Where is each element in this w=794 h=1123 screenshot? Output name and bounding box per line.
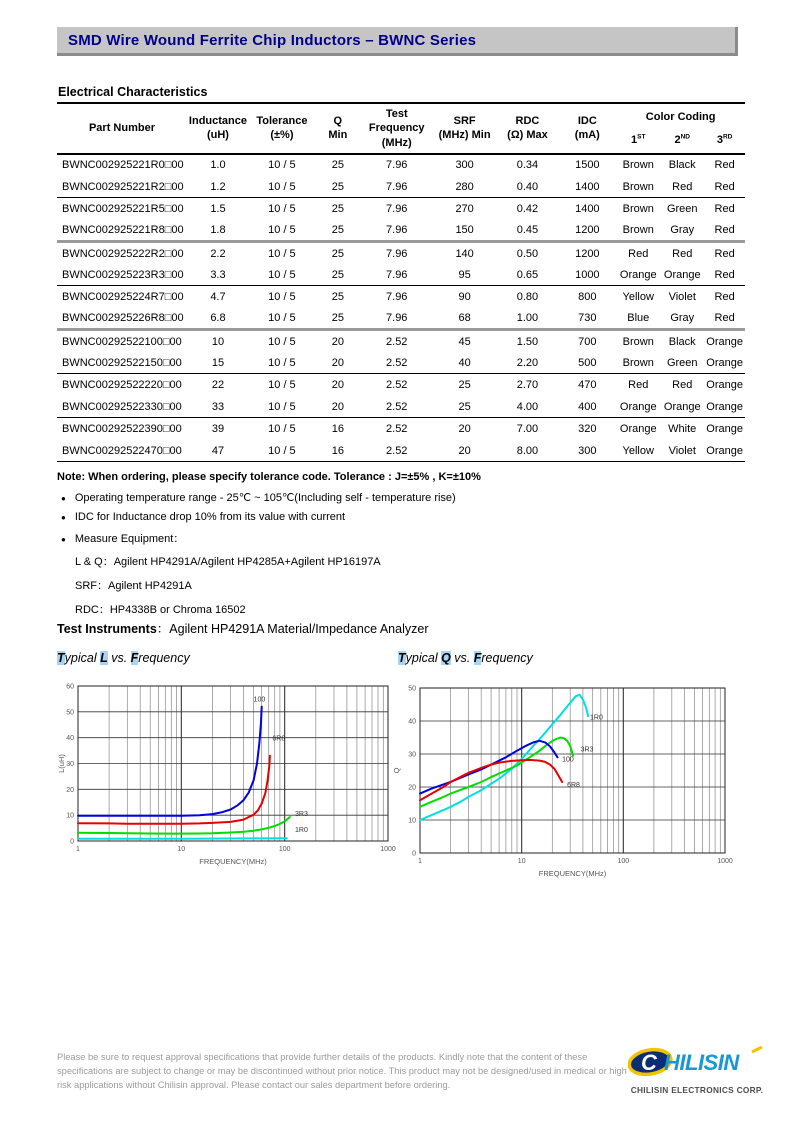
table-cell: 2.20 [516, 356, 539, 369]
table-cell: 20 [331, 335, 344, 348]
table-cell: 3.3 [210, 268, 226, 281]
table-cell: 10 [211, 335, 225, 348]
table-cell: 7.96 [386, 268, 408, 281]
table-row [57, 198, 745, 220]
table-cell: 20 [458, 444, 471, 457]
table-cell: BWNC002925221R2□00 [62, 180, 184, 193]
table-cell: BWNC002925221R8□00 [62, 224, 184, 237]
table-cell: Orange [706, 379, 743, 392]
svg-text:60: 60 [66, 683, 74, 691]
table-cell: 270 [455, 203, 474, 216]
svg-text:3R3: 3R3 [295, 811, 308, 819]
svg-text:100: 100 [617, 858, 630, 865]
table-cell: 2.52 [386, 335, 408, 348]
table-cell: 140 [455, 247, 474, 260]
table-cell: Brown [622, 180, 654, 193]
table-cell: 2.52 [386, 356, 408, 369]
table-cell: 2.70 [516, 379, 539, 392]
tolerance-note: Note: When ordering, please specify tolerance code. Tolerance : J=±5% , K=±10% [57, 471, 481, 483]
table-row [57, 396, 745, 418]
svg-text:40: 40 [408, 718, 416, 726]
table-cell: 68 [458, 312, 471, 325]
table-cell: 2.52 [386, 400, 408, 413]
table-cell: 10 / 5 [268, 224, 296, 237]
table-row [57, 242, 745, 264]
table-cell: Red [672, 180, 693, 193]
table-cell: 4.00 [516, 400, 539, 413]
table-cell: Red [714, 203, 735, 216]
table-cell: Yellow [622, 291, 654, 304]
table-cell: 730 [578, 312, 597, 325]
table-cell: 7.96 [386, 291, 408, 304]
table-cell: Brown [622, 356, 654, 369]
table-row [57, 374, 745, 396]
table-cell: 300 [433, 154, 497, 176]
table-cell: BWNC00292522390□00 [62, 423, 182, 436]
table-cell: 1500 [558, 154, 616, 176]
table-cell: Red [714, 247, 735, 260]
col-header-part-number: Part Number [88, 122, 155, 135]
table-cell: Green [666, 356, 698, 369]
table-cell: 10 / 5 [268, 312, 296, 325]
section-heading-electrical-characteristics: Electrical Characteristics [58, 85, 208, 99]
svg-text:6R8: 6R8 [272, 735, 286, 743]
svg-text:6R8: 6R8 [567, 782, 580, 789]
table-cell: 1.8 [210, 224, 226, 237]
table-cell: Violet [668, 291, 696, 304]
table-cell: Red [714, 180, 735, 193]
table-cell: 7.96 [386, 180, 408, 193]
table-cell: 39 [211, 423, 225, 436]
table-cell: 10 / 5 [268, 356, 296, 369]
page-header-bar [57, 27, 738, 56]
table-cell: 22 [211, 379, 225, 392]
table-cell: 1.2 [210, 180, 226, 193]
table-cell: 25 [331, 312, 344, 325]
svg-text:0: 0 [70, 838, 74, 846]
logo-caption: CHILISIN ELECTRONICS CORP. [630, 1085, 764, 1095]
table-cell: 25 [331, 247, 344, 260]
table-cell: 0.40 [516, 180, 539, 193]
chart-title-part: ypical [405, 651, 442, 665]
table-cell: Orange [706, 423, 743, 436]
table-cell: 0.34 [497, 154, 559, 176]
table-cell: 10 / 5 [268, 247, 296, 260]
table-cell: Gray [670, 224, 695, 237]
chart-title-part: F [130, 651, 139, 665]
table-cell: 150 [455, 224, 474, 237]
test-instruments-line [57, 619, 428, 637]
table-cell: 10 / 5 [268, 444, 296, 457]
table-cell: BWNC002925221R0□00 [57, 154, 187, 176]
svg-text:10: 10 [408, 817, 416, 825]
measure-equipment-srf: SRF：Agilent HP4291A [75, 580, 192, 592]
table-cell: 1400 [575, 180, 600, 193]
page-title: SMD Wire Wound Ferrite Chip Inductors – BWNC Series [68, 31, 477, 49]
test-instruments-label: Test Instruments [57, 622, 157, 636]
svg-text:20: 20 [408, 784, 416, 792]
chart-title-part: L [100, 651, 108, 665]
table-cell: 8.00 [516, 444, 539, 457]
table-cell: 2.52 [386, 379, 408, 392]
table-body [57, 154, 745, 462]
table-cell: Green [666, 203, 698, 216]
table-cell: BWNC002925226R8□00 [62, 312, 184, 325]
table-cell: Orange [619, 400, 657, 413]
table-cell: 95 [458, 268, 471, 281]
table-cell: 45 [458, 335, 471, 348]
svg-text:1000: 1000 [380, 846, 396, 853]
table-cell: Red [704, 154, 745, 176]
table-cell: 25 [315, 154, 361, 176]
table-cell: BWNC00292522220□00 [62, 379, 182, 392]
table-cell: 15 [211, 356, 225, 369]
table-cell: Black [668, 335, 696, 348]
table-cell: Brown [616, 154, 660, 176]
bullet-icon: ● [61, 494, 66, 503]
table-cell: 1200 [575, 247, 600, 260]
table-cell: Red [628, 379, 649, 392]
chart-title-part: ypical [64, 651, 101, 665]
chart-title-part: T [398, 651, 406, 665]
table-cell: 280 [455, 180, 474, 193]
svg-text:40: 40 [66, 735, 74, 743]
table-cell: Red [714, 268, 735, 281]
table-cell: 2.52 [386, 444, 408, 457]
svg-text:C: C [641, 1050, 657, 1075]
table-cell: 10 / 5 [268, 423, 296, 436]
svg-text:50: 50 [408, 685, 416, 693]
svg-text:100: 100 [253, 696, 266, 704]
table-cell: 1400 [575, 203, 600, 216]
table-row [57, 264, 745, 286]
table-header [57, 103, 745, 154]
table-row [57, 308, 745, 330]
table-cell: 16 [331, 444, 344, 457]
table-cell: 1.5 [210, 203, 226, 216]
col-header-inductance: Inductance (uH) [188, 115, 247, 142]
table-cell: 0.50 [516, 247, 539, 260]
chart-title-part: vs. [107, 651, 131, 665]
table-cell: Black [660, 154, 704, 176]
table-cell: Orange [619, 423, 657, 436]
table-cell: 500 [578, 356, 597, 369]
svg-text:1: 1 [418, 858, 422, 865]
table-cell: 25 [331, 180, 344, 193]
chart-title-q-vs-frequency [398, 651, 533, 665]
col-header-srf: SRF (MHz) Min [438, 115, 491, 142]
table-cell: BWNC002925222R2□00 [62, 247, 184, 260]
table-cell: Orange [706, 444, 743, 457]
note-bullet-idc: ● IDC for Inductance drop 10% from its value with current [61, 511, 346, 523]
table-cell: 10 / 5 [268, 379, 296, 392]
table-cell: BWNC002925221R5□00 [62, 203, 184, 216]
table-row [57, 176, 745, 198]
chart-title-part: F [473, 651, 482, 665]
col-header-color-1st: 1ST [631, 132, 646, 146]
svg-text:FREQUENCY(MHz): FREQUENCY(MHz) [199, 857, 267, 866]
table-cell: 470 [578, 379, 597, 392]
table-cell: 10 / 5 [268, 203, 296, 216]
table-cell: 10 / 5 [249, 154, 315, 176]
col-header-color-3rd: 3RD [716, 132, 733, 146]
svg-text:10: 10 [177, 846, 186, 853]
company-logo [627, 1046, 767, 1095]
svg-text:0: 0 [412, 850, 416, 858]
table-cell: Yellow [622, 444, 654, 457]
col-header-idc: IDC (mA) [574, 115, 600, 142]
table-cell: 16 [331, 423, 344, 436]
table-cell: 20 [331, 356, 344, 369]
table-cell: White [668, 423, 697, 436]
svg-text:HILISIN: HILISIN [664, 1050, 739, 1075]
table-cell: 320 [578, 423, 597, 436]
table-cell: 25 [331, 203, 344, 216]
table-cell: 10 / 5 [268, 335, 296, 348]
table-row [57, 352, 745, 374]
col-header-tolerance: Tolerance (±%) [256, 115, 308, 142]
note-bullet-measure-equipment: ● Measure Equipment： [61, 533, 185, 545]
table-row [57, 330, 745, 352]
svg-text:Q: Q [392, 767, 401, 774]
table-cell: BWNC002925223R3□00 [62, 268, 184, 281]
table-cell: BWNC00292522100□00 [62, 335, 182, 348]
chart-title-part: vs. [450, 651, 474, 665]
svg-text:FREQUENCY(MHz): FREQUENCY(MHz) [538, 869, 607, 878]
table-cell: 25 [331, 224, 344, 237]
table-cell: Orange [663, 268, 701, 281]
table-cell: 7.96 [386, 247, 408, 260]
table-cell: 10 / 5 [268, 180, 296, 193]
table-cell: 0.45 [516, 224, 539, 237]
table-cell: 6.8 [210, 312, 226, 325]
footer-disclaimer: Please be sure to request approval specifications that provide further details of the products. Kindly note that the content of these specifications are subject to change or may be discontinued without prior notice. This product may not be designed/used in medical or high risk applications without Chilisin approval. Please contact our sales department before ordering. [57, 1052, 627, 1090]
table-cell: 10 / 5 [268, 291, 296, 304]
svg-text:10: 10 [517, 858, 526, 865]
table-cell: 1.0 [187, 154, 249, 176]
svg-text:30: 30 [408, 751, 416, 759]
table-row [57, 154, 745, 176]
svg-text:50: 50 [66, 709, 74, 717]
chart-title-l-vs-frequency [57, 651, 190, 665]
svg-text:30: 30 [66, 761, 74, 768]
col-header-color-2nd: 2ND [674, 132, 690, 146]
table-cell: 0.80 [516, 291, 539, 304]
table-cell: Brown [622, 203, 654, 216]
table-cell: 400 [578, 400, 597, 413]
table-cell: 1.50 [516, 335, 539, 348]
table-cell: Gray [670, 312, 695, 325]
table-cell: 0.42 [516, 203, 539, 216]
measure-equipment-rdc: RDC：HP4338B or Chroma 16502 [75, 604, 246, 616]
notes-section [57, 471, 747, 625]
table-cell: 7.00 [516, 423, 539, 436]
table-cell: 20 [331, 400, 344, 413]
table-cell: 20 [331, 379, 344, 392]
svg-text:20: 20 [66, 786, 74, 794]
table-cell: 800 [578, 291, 597, 304]
l-vs-frequency-chart [57, 674, 397, 886]
svg-text:1: 1 [76, 846, 80, 853]
electrical-characteristics-table [57, 102, 745, 462]
svg-text:100: 100 [562, 756, 574, 764]
measure-equipment-lq: L & Q：Agilent HP4291A/Agilent HP4285A+Agilent HP16197A [75, 556, 381, 568]
chart-title-part: requency [481, 651, 533, 665]
svg-text:1000: 1000 [717, 858, 733, 865]
bullet-icon: ● [61, 513, 66, 522]
col-header-rdc: RDC (Ω) Max [507, 115, 548, 142]
chart-title-part: requency [138, 651, 190, 665]
table-cell: Red [672, 247, 693, 260]
table-cell: 25 [331, 268, 344, 281]
table-cell: 7.96 [361, 154, 433, 176]
test-instruments-value: ：Agilent HP4291A Material/Impedance Analyzer [156, 622, 429, 636]
table-cell: Orange [706, 356, 743, 369]
table-cell: 700 [578, 335, 597, 348]
chart-title-part: Q [441, 651, 451, 665]
bullet-icon: ● [61, 535, 66, 544]
table-cell: Brown [622, 335, 654, 348]
table-cell: BWNC00292522470□00 [62, 444, 182, 457]
table-cell: 2.2 [210, 247, 226, 260]
table-cell: 1.00 [516, 312, 539, 325]
note-bullet-temperature: ● Operating temperature range - 25℃ ~ 105℃(Including self - temperature rise) [61, 492, 456, 504]
table-cell: Red [672, 379, 693, 392]
table-cell: 25 [458, 379, 471, 392]
table-cell: 10 / 5 [268, 268, 296, 281]
table-cell: Brown [622, 224, 654, 237]
table-cell: Violet [668, 444, 696, 457]
table-cell: 10 / 5 [268, 400, 296, 413]
col-header-q-min: Q Min [328, 115, 348, 142]
table-cell: Orange [706, 400, 743, 413]
table-cell: BWNC00292522330□00 [62, 400, 182, 413]
table-cell: 33 [211, 400, 225, 413]
table-cell: Blue [627, 312, 650, 325]
q-vs-frequency-chart [392, 674, 744, 889]
table-cell: 20 [458, 423, 471, 436]
table-cell: 1200 [575, 224, 600, 237]
table-cell: 40 [458, 356, 471, 369]
svg-text:10: 10 [66, 812, 74, 820]
svg-text:1R0: 1R0 [590, 714, 603, 722]
table-cell: 7.96 [386, 312, 408, 325]
table-row [57, 286, 745, 308]
table-cell: 4.7 [210, 291, 226, 304]
table-cell: Orange [619, 268, 657, 281]
table-row [57, 418, 745, 440]
col-header-color-coding: Color Coding [645, 110, 716, 123]
table-cell: 47 [211, 444, 225, 457]
table-cell: Red [714, 291, 735, 304]
table-cell: 0.65 [516, 268, 539, 281]
table-cell: 1000 [575, 268, 600, 281]
table-cell: Red [714, 224, 735, 237]
table-cell: 7.96 [386, 203, 408, 216]
table-cell: BWNC002925224R7□00 [62, 291, 184, 304]
table-cell: 25 [331, 291, 344, 304]
table-row [57, 440, 745, 462]
chart-title-part: T [57, 651, 65, 665]
svg-text:3R3: 3R3 [580, 746, 594, 754]
col-header-test-frequency: Test Frequency (MHz) [368, 108, 425, 149]
table-cell: 2.52 [386, 423, 408, 436]
table-cell: Orange [706, 335, 743, 348]
table-row [57, 220, 745, 242]
table-cell: BWNC00292522150□00 [62, 356, 182, 369]
svg-text:1R0: 1R0 [295, 827, 308, 835]
svg-text:100: 100 [278, 846, 291, 853]
table-cell: 300 [578, 444, 597, 457]
chilisin-logo-icon [628, 1046, 766, 1078]
table-cell: 90 [458, 291, 471, 304]
table-cell: Red [714, 312, 735, 325]
table-cell: Orange [663, 400, 701, 413]
table-cell: Red [628, 247, 649, 260]
table-cell: 25 [458, 400, 471, 413]
svg-text:L(uH): L(uH) [57, 754, 66, 773]
table-cell: 7.96 [386, 224, 408, 237]
